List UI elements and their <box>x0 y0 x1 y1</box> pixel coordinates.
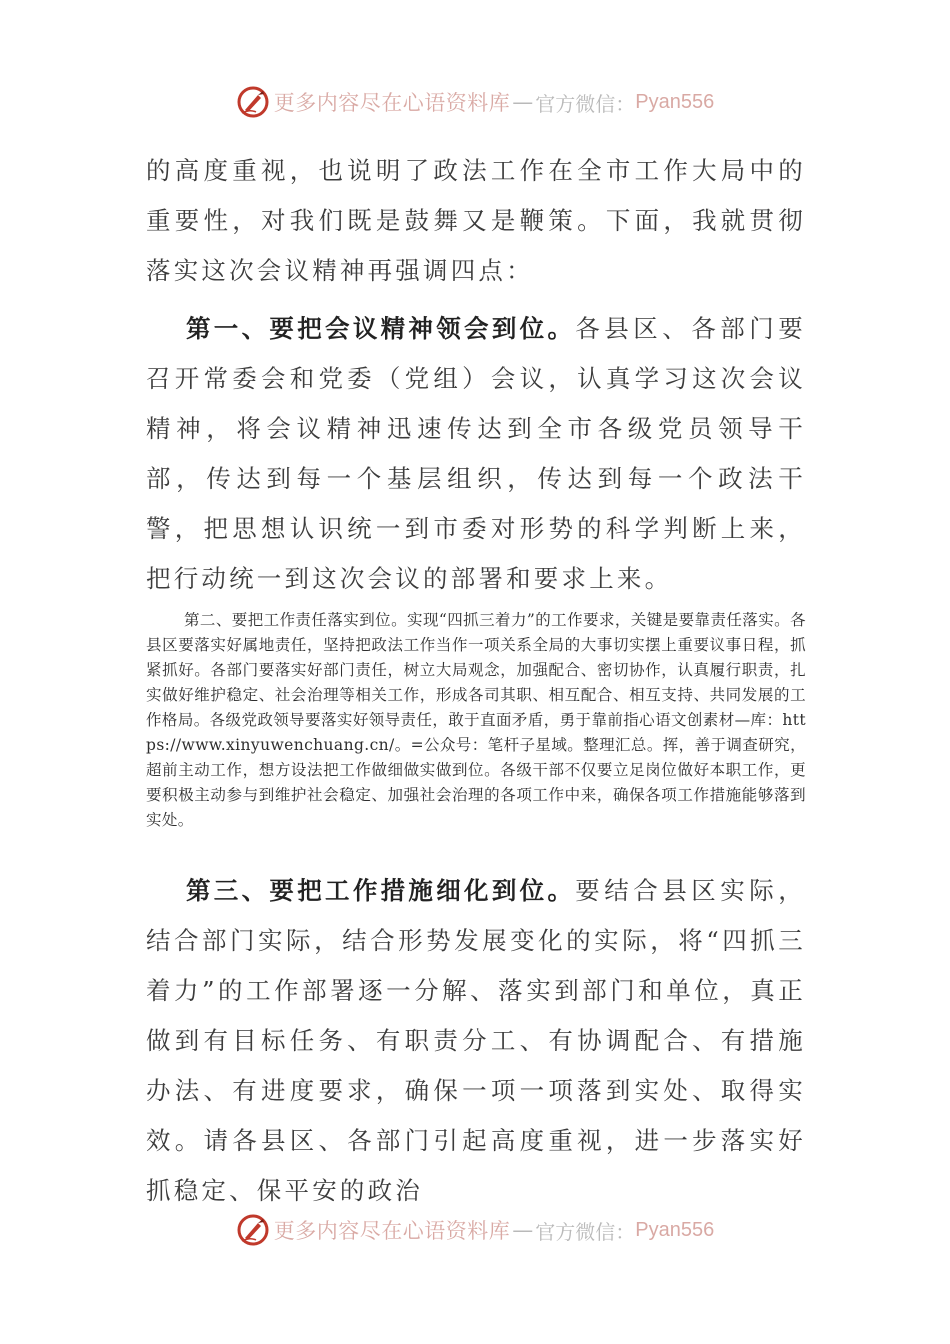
paragraph-third <box>146 866 806 1216</box>
footer-site-text: 更多内容尽在心语资料库 <box>273 1219 511 1243</box>
paragraph-first <box>146 304 806 604</box>
pen-logo-icon <box>236 85 270 119</box>
footer-wechat-label: 官方微信： <box>535 1219 636 1244</box>
footer-wechat-id: Pyan556 <box>635 1218 715 1241</box>
footer-banner <box>0 1208 950 1252</box>
paragraph-second: 第二、要把工作责任落实到位。实现“四抓三着力”的工作要求，关键是要靠责任落实。各县区要落实好属地责任，坚持把政法工作当作一项关系全局的大事切实摆上重要议事日程，抓紧抓好。各部门要落实好部门责任，树立大局观念，加强配合、密切协作，认真履行职责，扎实做好维护稳定、社会治理等相关工作，形成各司其职、相互配合、相互支持、共同发展的工作格局。各级党政领导要落实好领导责任，敢于直面矛盾，勇于靠前指心语文创素材—库：https://www.xinyuwenchuang.cn/。=公众号：笔杆子星域。整理汇总。挥，善于调查研究，超前主动工作，想方设法把工作做细做实做到位。各级干部不仅要立足岗位做好本职工作，更要积极主动参与到维护社会稳定、加强社会治理的各项工作中来，确保各项工作措施能够落到实处。 <box>146 611 806 829</box>
paragraph-third-text: 要结合县区实际，结合部门实际，结合形势发展变化的实际，将“四抓三着力”的工作部署逐一分解、落实到部门和单位，真正做到有目标任务、有职责分工、有协调配合、有措施办法、有进度要求，确保一项一项落到实处、取得实效。请各县区、各部门引起高度重视，进一步落实好抓稳定、保平安的政治 <box>146 876 806 1205</box>
pen-logo-icon <box>236 1213 270 1247</box>
header-site-text: 更多内容尽在心语资料库 <box>273 91 511 115</box>
header-dash: — <box>512 90 534 114</box>
header-banner <box>0 80 950 124</box>
heading-third: 第三、要把工作措施细化到位。 <box>186 876 576 905</box>
paragraph-first-text: 各县区、各部门要召开常委会和党委（党组）会议，认真学习这次会议精神，将会议精神迅速传达到全市各级党员领导干部，传达到每一个基层组织，传达到每一个政法干警，把思想认识统一到市委对形势的科学判断上来，把行动统一到这次会议的部署和要求上来。 <box>146 314 806 593</box>
footer-dash: — <box>512 1218 534 1242</box>
paragraph-continuation: 的高度重视，也说明了政法工作在全市工作大局中的重要性，对我们既是鼓舞又是鞭策。下面，我就贯彻落实这次会议精神再强调四点： <box>146 156 806 285</box>
heading-first: 第一、要把会议精神领会到位。 <box>186 314 576 343</box>
header-wechat-id: Pyan556 <box>635 90 715 113</box>
header-wechat-label: 官方微信： <box>535 91 636 116</box>
